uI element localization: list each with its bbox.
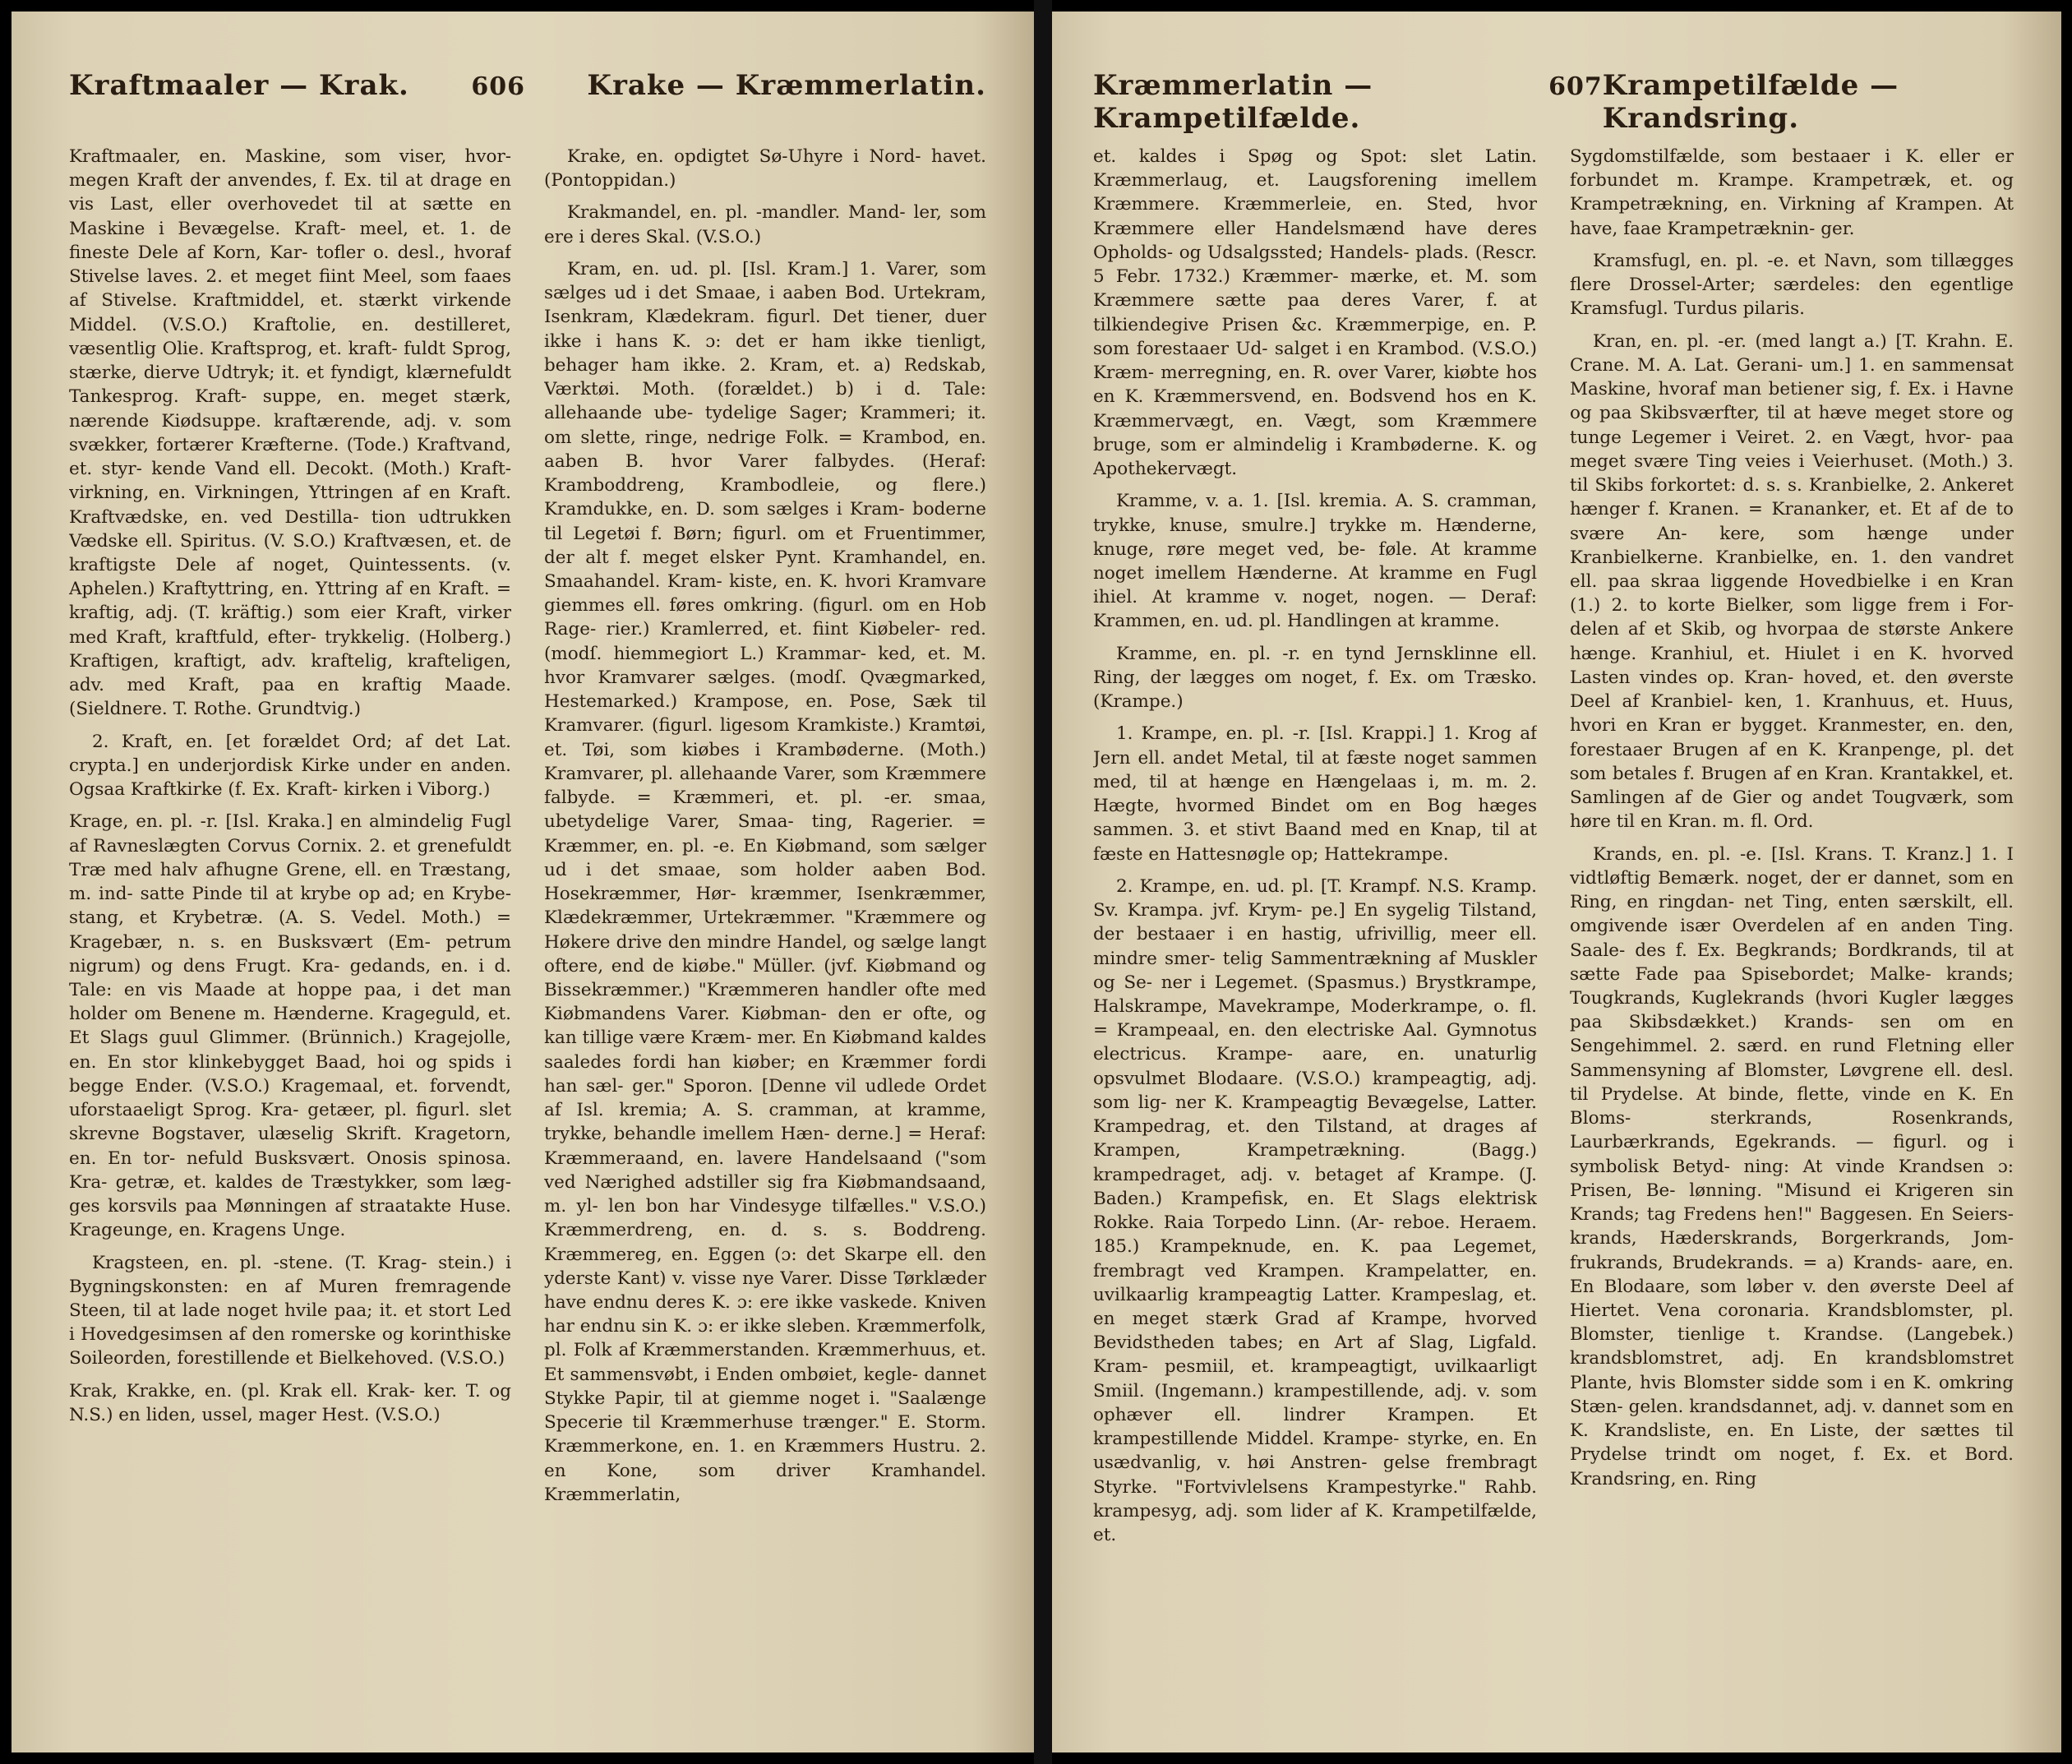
right-column-2	[1570, 145, 2014, 1682]
dictionary-entry: Kramme, en. pl. -r. en tynd Jernsklinne ell. Ring, der lægges om noget, f. Ex. om Træsko. (Krampe.)	[1093, 643, 1537, 713]
dictionary-entry: Krak, Krakke, en. (pl. Krak ell. Krak- ker. T. og N.S.) en liden, ussel, mager Hest. (V.S.O.)	[69, 1380, 511, 1425]
right-page-number: 607	[1548, 72, 1603, 101]
right-column-1	[1093, 145, 1537, 1682]
left-column-2	[544, 145, 986, 1682]
right-page	[1052, 12, 2061, 1752]
dictionary-entry: Krakmandel, en. pl. -mandler. Mand- ler, som ere i deres Skal. (V.S.O.)	[544, 202, 986, 247]
left-page-header	[69, 69, 986, 122]
dictionary-entry: Kramme, v. a. 1. [Isl. kremia. A. S. cramman, trykke, knuse, smulre.] trykke m. Hænderne, knuge, røre meget ved, be- føle. At kramme noget imellem Hænderne. At kramme en Fugl ihiel. At kramme v. noget, nogen. — Deraf: Krammen, en. ud. pl. Handlingen at kramme.	[1093, 491, 1537, 632]
dictionary-entry: Kraftmaaler, en. Maskine, som viser, hvor- megen Kraft der anvendes, f. Ex. til at drage en vis Last, eller overhovedet til at sætte en Maskine i Bevægelse. Kraft- meel, et. 1. de fineste Dele af Korn, Kar- tofler o. desl., hvoraf Stivelse laves. 2. et meget fiint Meel, som faaes af Stivelse. Kraftmiddel, et. stærkt virkende Middel. (V.S.O.) Kraftolie, en. destilleret, væsentlig Olie. Kraftsprog, et. kraft- fuldt Sprog, stærke, dierve Udtryk; it. et fyndigt, klærnefuldt Tankesprog. Kraft- suppe, en. meget stærk, nærende Kiødsuppe. kraftærende, adj. v. som svækker, fortærer Kræfterne. (Tode.) Kraftvand, et. styr- kende Vand ell. Decokt. (Moth.) Kraft- virkning, en. Virkningen, Yttringen af en Kraft. Kraftvædske, en. ved Destilla- tion udtrukken Vædske ell. Spiritus. (V. S.O.) Kraftvæsen, et. de kraftigste Dele af noget, Quintessents. (v. Aphelen.) Kraftyttring, en. Yttring af en Kraft. = kraftig, adj. (T. kräftig.) som eier Kraft, virker med Kraft, kraftfuld, efter- trykkelig. (Holberg.) Kraftigen, kraftigt, adv. kraftelig, krafteligen, adv. med Kraft, paa en kraftig Maade. (Sieldnere. T. Rothe. Grundtvig.)	[69, 146, 511, 720]
dictionary-entry: 1. Krampe, en. pl. -r. [Isl. Krappi.] 1. Krog af Jern ell. andet Metal, til at fæste noget sammen med, til at hænge en Hængelaas i, m. m. 2. Hægte, hvormed Bindet om en Bog hæges sammen. 3. et stivt Baand med en Knap, til at fæste en Hattesnøgle op; Hattekrampe.	[1093, 723, 1537, 865]
left-column-1	[69, 145, 511, 1682]
dictionary-entry: Krake, en. opdigtet Sø-Uhyre i Nord- havet. (Pontoppidan.)	[544, 146, 986, 192]
dictionary-entry: Krands, en. pl. -e. [Isl. Krans. T. Kranz.] 1. I vidtløftig Bemærk. noget, der er dannet, som en Ring, en ringdan- net Ting, enten særskilt, ell. omgivende især Overdelen af en anden Ting. Saale- des f. Ex. Begkrands; Bordkrands, til at sætte Fade paa Spisebordet; Malke- krands; Tougkrands, Kuglekrands (hvori Kugler lægges paa Skibsdækket.) Krands- sen om en Sengehimmel. 2. særd. en rund Fletning eller Sammensyning af Blomster, Løvgrene ell. desl. til Prydelse. At binde, flette, vinde en K. En Bloms- sterkrands, Rosenkrands, Laurbærkrands, Egekrands. — figurl. og i symbolisk Betyd- ning: At vinde Krandsen ɔ: Prisen, Be- lønning. "Misund ei Krigeren sin Krands; tag Fredens hen!" Baggesen. En Seiers- krands, Hæderskrands, Borgerkrands, Jom- frukrands, Brudekrands. = a) Krands- aare, en. En Blodaare, som løber v. den øverste Deel af Hiertet. Vena coronaria. Krandsblomster, pl. Blomster, tienlige t. Krandse. (Langebek.) krandsblomstret, adj. En krandsblomstret Plante, hvis Blomster sidde som i en K. omkring Stæn- gelen. krandsdannet, adj. v. dannet som en K. Krandsliste, en. En Liste, der sættes til Prydelse trindt om noget, f. Ex. et Bord. Krandsring, en. Ring	[1570, 843, 2014, 1489]
dictionary-entry: Kram, en. ud. pl. [Isl. Kram.] 1. Varer, som sælges ud i det Smaae, i aaben Bod. Urtekram, Isenkram, Klædekram. figurl. Det tiener, duer ikke i hans K. ɔ: det er ham ikke tienligt, behager ham ikke. 2. Kram, et. a) Redskab, Værktøi. Moth. (forældet.) b) i d. Tale: allehaande ube- tydelige Sager; Krammeri; it. om slette, ringe, nedrige Folk. = Krambod, en. aaben B. hvor Varer falbydes. (Heraf: Kramboddreng, Krambodleie, og flere.) Kramdukke, en. D. som sælges i Kram- boderne til Legetøi f. Børn; figurl. om et Fruentimmer, der alt f. meget elsker Pynt. Kramhandel, en. Smaahandel. Kram- kiste, en. K. hvori Kramvare giemmes ell. føres omkring. (figurl. om en Hob Rage- rier.) Kramlerred, et. fiint Kiøbeler- red. (modſ. hiemmegiort L.) Krammar- ked, et. M. hvor Kramvarer sælges. (modſ. Qvægmarked, Hestemarked.) Krampose, en. Pose, Sæk til Kramvarer. (figurl. ligesom Kramkiste.) Kramtøi, et. Tøi, som kiøbes i Krambøderne. (Moth.) Kramvarer, pl. allehaande Varer, som Kræmmere falbyde. = Kræmmeri, et. pl. -er. smaa, ubetydelige Varer, Smaa- ting, Ragerier. = Kræmmer, en. pl. -e. En Kiøbmand, som sælger ud i det smaae, som holder aaben Bod. Hosekræmmer, Hør- kræmmer, Isenkræmmer, Klædekræmmer, Urtekræmmer. "Kræmmere og Høkere drive den mindre Handel, og sælge langt oftere, end de kiøbe." Müller. (jvf. Kiøbmand og Bissekræmmer.) "Kræmmeren handler ofte med Kiøbmandens Varer. Kiøbman- den er ofte, og kan tillige være Kræm- mer. En Kiøbmand kaldes saaledes fordi han kiøber; en Kræmmer fordi han sæl- ger." Sporon. [Denne vil udlede Ordet af Isl. kremia; A. S. cramman, at kramme, trykke, behandle imellem Hæn- derne.] = Heraf: Kræmmeraand, en. lavere Handelsaand ("som ved Nærighed adstiller sig fra Kiøbmandsaand, m. yl- len bon har Vindesyge tilfælles." V.S.O.) Kræmmerdreng, en. d. s. s. Boddreng. Kræmmereg, en. Eggen (ɔ: det Skarpe ell. den yderste Kant) v. visse nye Varer. Disse Tørklæder have endnu deres K. ɔ: ere ikke vaskede. Kniven har endnu sin K. ɔ: er ikke sleben. Kræmmerfolk, pl. Folk af Kræmmerstanden. Kræmmerhuus, et. Et sammensvøbt, i Enden ombøiet, kegle- dannet Stykke Papir, til at giemme noget i. "Saalænge Specerie til Kræmmerhuse trænger." E. Storm. Kræmmerkone, en. 1. en Kræmmers Hustru. 2. en Kone, som driver Kramhandel. Kræmmerlatin,	[544, 258, 986, 1505]
dictionary-entry: 2. Kraft, en. [et forældet Ord; af det Lat. crypta.] en underjordisk Kirke under en anden. Ogsaa Kraftkirke (f. Ex. Kraft- kirken i Viborg.)	[69, 731, 511, 801]
dictionary-entry: Sygdomstilfælde, som bestaaer i K. eller er forbundet m. Krampe. Krampetræk, et. og Krampetrækning, en. Virkning af Krampen. At have, faae Krampetræknin- ger.	[1570, 146, 2014, 239]
left-page-columns	[69, 145, 986, 1682]
left-page	[12, 12, 1034, 1752]
right-page-columns	[1093, 145, 2014, 1682]
left-header-right: Krake — Kræmmerlatin.	[587, 69, 986, 102]
dictionary-entry: Kramsfugl, en. pl. -e. et Navn, som tillægges flere Drossel-Arter; særdeles: den egentlige Kramsfugl. Turdus pilaris.	[1570, 250, 2014, 320]
dictionary-entry: Kran, en. pl. -er. (med langt a.) [T. Krahn. E. Crane. M. A. Lat. Gerani- um.] 1. en sammensat Maskine, hvoraf man betiener sig, f. Ex. i Havne og paa Skibsværfter, til at hæve meget store og tunge Legemer i Veiret. 2. en Vægt, hvor- paa meget svære Ting veies i Veierhuset. (Moth.) 3. til Skibs forkortet: d. s. s. Kranbielke, 2. Ankeret hænger f. Kranen. = Krananker, et. Et af de to svære An- kere, som hænge under Kranbielkerne. Kranbielke, en. 1. den vandret ell. paa skraa liggende Hovedbielke i en Kran (1.) 2. to korte Bielker, som ligge frem i For- delen af et Skib, og hvorpaa de største Ankere hænge. Kranhiul, et. Hiulet i en K. hvorved Lasten vindes op. Kran- hoved, et. den øverste Deel af Kranbiel- ken, 1. Kranhuus, et. Huus, hvori en Kran er bygget. Kranmester, en. den, forestaaer Brugen af en K. Kranpenge, pl. det som betales f. Brugen af en Kran. Krantakkel, et. Samlingen af de Gier og andet Tougværk, som høre til en Kran. m. fl. Ord.	[1570, 330, 2014, 833]
dictionary-entry: et. kaldes i Spøg og Spot: slet Latin. Kræmmerlaug, et. Laugsforening imellem Kræmmere. Kræmmerleie, en. Sted, hvor Kræmmere eller Handelsmænd have deres Opholds- og Udsalgssted; Handels- plads. (Rescr. 5 Febr. 1732.) Kræmmer- mærke, et. M. som Kræmmere sætte paa deres Varer, f. at tilkiendegive Prisen &c. Kræmmerpige, en. P. som forestaaer Ud- salget i en Krambod. (V.S.O.) Kræm- merregning, en. R. over Varer, kiøbte hos en K. Kræmmersvend, en. Bodsvend hos en K. Kræmmervægt, en. Vægt, som Kræmmere bruge, som er almindelig i Krambøderne. K. og Apothekervægt.	[1093, 146, 1537, 480]
dictionary-entry: 2. Krampe, en. ud. pl. [T. Krampf. N.S. Kramp. Sv. Krampa. jvf. Krym- pe.] En sygelig Tilstand, der bestaaer i en hastig, ufrivillig, meer ell. mindre smer- telig Sammentrækning af Muskler og Se- ner i Legemet. (Spasmus.) Brystkrampe, Halskrampe, Mavekrampe, Moderkrampe, o. fl. = Krampeaal, en. den electriske Aal. Gymnotus electricus. Krampe- aare, en. unaturlig opsvulmet Blodaare. (V.S.O.) krampeagtig, adj. som lig- ner K. Krampeagtig Bevægelse, Latter. Krampedrag, et. den Tilstand, at drages af Krampen, Krampetrækning. (Bagg.) krampedraget, adj. v. betaget af Krampe. (J. Baden.) Krampefisk, en. Et Slags elektrisk Rokke. Raia Torpedo Linn. (Ar- reboe. Heraem. 185.) Krampeknude, en. K. paa Legemet, frembragt ved Krampen. Krampelatter, en. uvilkaarlig krampeagtig Latter. Krampeslag, et. en meget stærk Grad af Krampe, hvorved Bevidstheden tabes; en Art af Slag, Ligfald. Kram- pesmiil, et. krampeagtigt, uvilkaarligt Smiil. (Ingemann.) krampestillende, adj. v. som ophæver ell. lindrer Krampen. Et krampestillende Middel. Krampe- styrke, en. En usædvanlig, v. høi Anstren- gelse frembragt Styrke. "Fortvivlelsens Krampestyrke." Rahb. krampesyg, adj. som lider af K. Krampetilfælde, et.	[1093, 875, 1537, 1546]
dictionary-entry: Kragsteen, en. pl. -stene. (T. Krag- stein.) i Bygningskonsten: en af Muren fremragende Steen, til at lade noget hvile paa; it. et stort Led i Hovedgesimsen af den romerske og korinthiske Soileorden, forestillende et Bielkehoved. (V.S.O.)	[69, 1252, 511, 1369]
book-gutter	[1034, 0, 1052, 1764]
left-header-left: Kraftmaaler — Krak.	[69, 69, 409, 102]
dictionary-entry: Krage, en. pl. -r. [Isl. Kraka.] en almindelig Fugl af Ravneslægten Corvus Cornix. 2. et grenefuldt Træ med halv afhugne Grene, ell. en Træstang, m. ind- satte Pinde til at krybe op ad; en Krybe- stang, et Krybetræ. (A. S. Vedel. Moth.) = Kragebær, n. s. en Busksvært (Em- petrum nigrum) og dens Frugt. Kra- gedands, en. i d. Tale: en vis Maade at hoppe paa, i det man holder om Benene m. Hænderne. Krageguld, et. Et Slags guul Glimmer. (Brünnich.) Kragejolle, en. En stor klinkebygget Baad, hoi og spids i begge Ender. (V.S.O.) Kragemaal, et. forvendt, uforstaaeligt Sprog. Kra- getæer, pl. figurl. slet skrevne Bogstaver, ulæselig Skrift. Kragetorn, en. En tor- nefuld Busksvært. Onosis spinosa. Kra- getræ, et. kaldes de Træstykker, som læg- ges korsvils paa Mønningen af straatakte Huse. Krageunge, en. Kragens Unge.	[69, 811, 511, 1241]
right-page-header	[1093, 69, 2014, 135]
left-page-number: 606	[471, 72, 525, 101]
right-header-left: Kræmmerlatin — Krampetilfælde.	[1093, 69, 1373, 135]
right-header-right: Krampetilfælde — Krandsring.	[1602, 69, 1899, 135]
